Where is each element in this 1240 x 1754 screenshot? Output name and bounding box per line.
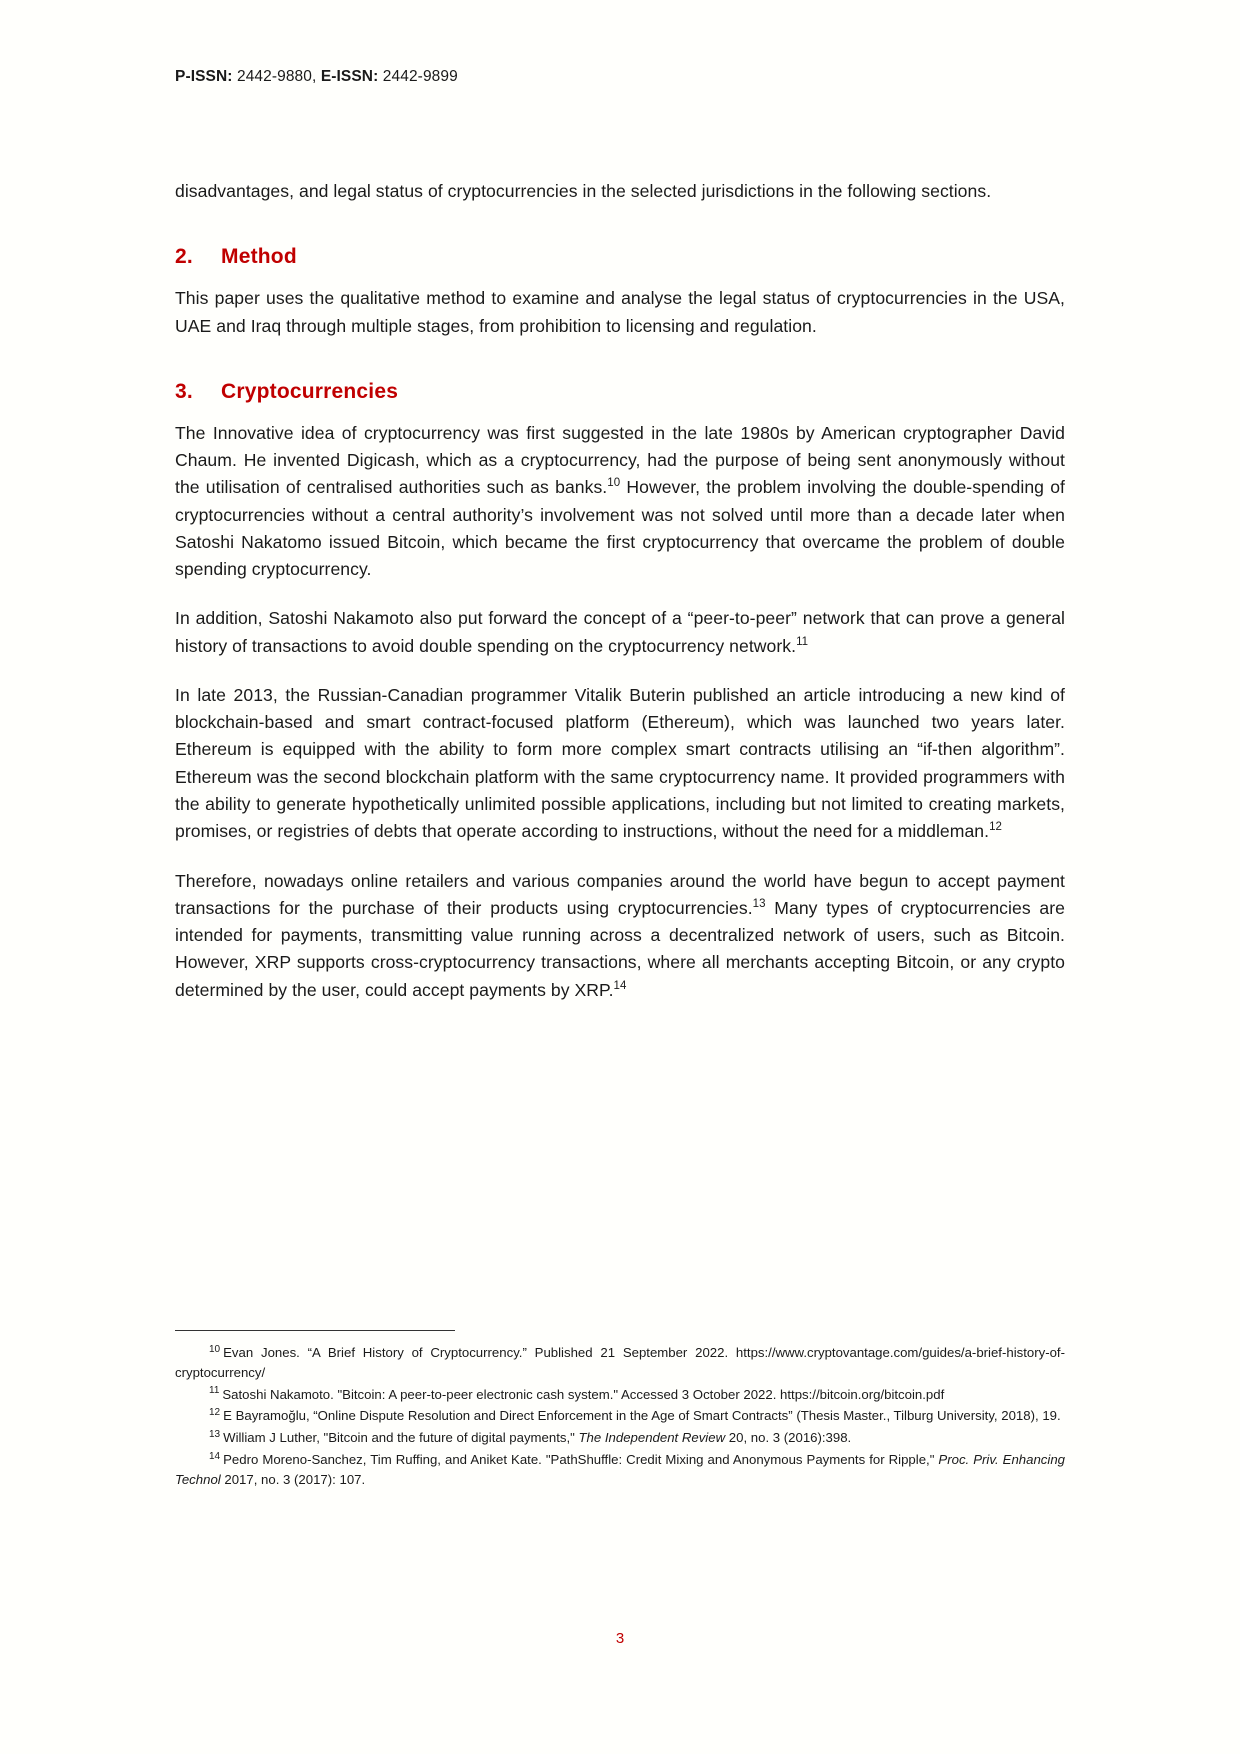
crypto-p3-part-a: In late 2013, the Russian-Canadian programmer Vitalik Buterin published an article introducing a new kind of blockchain-based and smart contract-focused platform (Ethereum), which was launched two years later. Ethereum is equipped with the ability to form more complex smart contracts utilising an “if-then algorithm”. Ethereum was the second blockchain platform with the same cryptocurrency name. It provided programmers with the ability to generate hypothetically unlimited possible applications, including but not limited to creating markets, promises, or registries of debts that operate according to instructions, without the need for a middleman.	[175, 684, 1065, 842]
heading-method	[175, 245, 1065, 269]
footnote-ref-13[interactable]: 13	[752, 897, 766, 910]
footnote-marker-13: 13	[209, 1428, 221, 1440]
footnote-marker-12: 12	[209, 1407, 221, 1418]
footnote-text-12: E Bayramoğlu, “Online Dispute Resolution and Direct Enforcement in the Age of Smart Contracts” (Thesis Master., Tilburg University, 2018), 19.	[223, 1408, 1061, 1424]
footnote-section	[175, 1330, 1065, 1492]
heading-method-number: 2.	[175, 245, 193, 269]
crypto-p1-part-a: The Innovative idea of cryptocurrency was first suggested in the late 1980s by American cryptographer David Chaum. He invented Digicash, which as a cryptocurrency, had the purpose of being sent anonymously without the utilisation of centralised authorities such as banks.	[175, 422, 1065, 498]
footnote-text-13-italic: The Independent Review	[578, 1430, 726, 1446]
p-issn-label: P-ISSN:	[175, 68, 233, 85]
crypto-p2-part-a: In addition, Satoshi Nakamoto also put forward the concept of a “peer-to-peer” network that can prove a general history of transactions to avoid double spending on the cryptocurrency network.	[175, 608, 1065, 656]
crypto-paragraph-4	[175, 868, 1065, 1004]
heading-crypto-number: 3.	[175, 379, 193, 403]
method-paragraph: This paper uses the qualitative method to examine and analyse the legal status of cryptocurrencies in the USA, UAE and Iraq through multiple stages, from prohibition to licensing and regulation.	[175, 288, 1065, 336]
document-body	[175, 178, 1065, 1026]
footnote-separator-rule	[175, 1330, 455, 1331]
footnote-item	[175, 1343, 1065, 1383]
footnote-text-14-post: 2017, no. 3 (2017): 107.	[220, 1471, 366, 1487]
footnote-ref-11[interactable]: 11	[796, 635, 809, 648]
p-issn-value: 2442-9880,	[236, 68, 317, 85]
heading-method-title: Method	[221, 245, 297, 269]
e-issn-label: E-ISSN:	[320, 68, 379, 85]
crypto-paragraph-3	[175, 682, 1065, 846]
footnote-marker-14: 14	[209, 1450, 221, 1462]
footnote-ref-12[interactable]: 12	[989, 821, 1002, 834]
heading-cryptocurrencies	[175, 380, 1065, 404]
footnote-text-14-pre: Pedro Moreno-Sanchez, Tim Ruffing, and Aniket Kate. "PathShuffle: Credit Mixing and Anonymous Payments for Ripple,"	[223, 1451, 939, 1467]
crypto-p4-part-b: Many types of cryptocurrencies are intended for payments, transmitting value running across a decentralized network of users, such as Bitcoin. However, XRP supports cross-cryptocurrency transactions, where all merchants accepting Bitcoin, or any crypto determined by the user, could accept payments by XRP.	[175, 897, 1065, 1000]
crypto-p1-part-b: However, the problem involving the double-spending of cryptocurrencies without a central authority’s involvement was not solved until more than a decade later when Satoshi Nakatomo issued Bitcoin, which became the first cryptocurrency that overcame the problem of double spending cryptocurrency.	[175, 477, 1065, 580]
footnote-marker-10: 10	[209, 1343, 221, 1355]
page-number: 3	[615, 1630, 625, 1647]
crypto-p4-part-a: Therefore, nowadays online retailers and various companies around the world have begun to accept payment transactions for the purchase of their products using cryptocurrencies.	[175, 870, 1065, 918]
heading-crypto-title: Cryptocurrencies	[221, 379, 399, 403]
footnote-text-14-italic: Proc. Priv. Enhancing Technol	[175, 1451, 1066, 1487]
crypto-paragraph-2	[175, 605, 1065, 660]
footnote-item	[175, 1385, 1065, 1405]
e-issn-value: 2442-9899	[382, 68, 458, 85]
footnote-text-11: Satoshi Nakamoto. "Bitcoin: A peer-to-peer electronic cash system." Accessed 3 October 2022. https://bitcoin.org/bitcoin.pdf	[222, 1386, 945, 1402]
footnote-text-10: Evan Jones. “A Brief History of Cryptocurrency.” Published 21 September 2022. https://www.cryptovantage.com/guides/a-brief-history-of-cryptocurrency/	[175, 1345, 1065, 1380]
footnote-item	[175, 1406, 1065, 1426]
footnote-text-13-pre: William J Luther, "Bitcoin and the future of digital payments,"	[223, 1430, 579, 1446]
footnote-marker-11: 11	[209, 1385, 220, 1397]
footnote-item	[175, 1428, 1065, 1448]
footnote-ref-14[interactable]: 14	[613, 979, 627, 992]
intro-paragraph: disadvantages, and legal status of cryptocurrencies in the selected jurisdictions in the following sections.	[175, 181, 992, 201]
footnote-item	[175, 1450, 1065, 1490]
running-header	[175, 68, 458, 86]
crypto-paragraph-1	[175, 420, 1065, 584]
footnote-text-13-post: 20, no. 3 (2016):398.	[725, 1430, 852, 1446]
footnote-ref-10[interactable]: 10	[607, 477, 621, 490]
